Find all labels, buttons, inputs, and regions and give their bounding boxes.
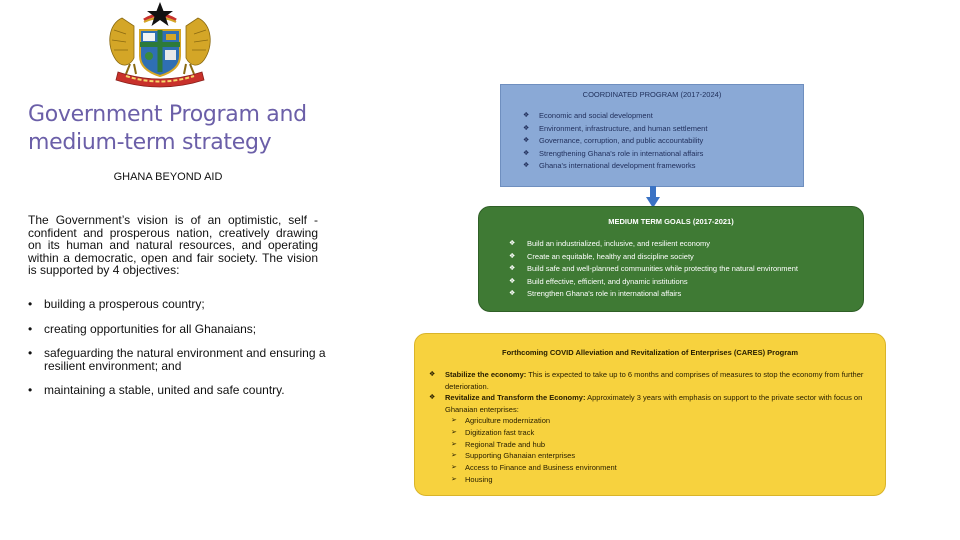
- bullet-icon: •: [28, 297, 33, 311]
- list-item: [429, 392, 881, 486]
- down-arrow-icon: [646, 186, 660, 208]
- cares-program-box: [414, 333, 886, 496]
- arrow-bullet-icon: ➢: [451, 440, 457, 448]
- revitalize-sub-list: [451, 415, 881, 486]
- bullet-icon: •: [28, 383, 33, 398]
- coordinated-program-box: [500, 84, 804, 187]
- objective-item: [28, 347, 328, 372]
- medium-term-goals-list: [509, 238, 863, 301]
- objective-text: safeguarding the natural environment and ensuring a resilient environment; and: [44, 346, 326, 373]
- objective-item: [28, 323, 328, 336]
- list-item-text: Ghana's international development frameworks: [539, 161, 696, 171]
- list-item: [523, 135, 803, 148]
- bullet-icon: •: [28, 321, 33, 336]
- list-item: [523, 148, 803, 161]
- sub-list-item-text: Access to Finance and Business environment: [465, 463, 617, 473]
- list-item: [509, 251, 863, 264]
- list-item-text: Economic and social development: [539, 111, 653, 120]
- list-item-text: Build an industrialized, inclusive, and resilient economy: [527, 239, 711, 248]
- list-item: [509, 238, 863, 251]
- sub-list-item: [451, 427, 881, 439]
- coordinated-program-list: [523, 110, 803, 173]
- sub-list-item-text: Housing: [465, 474, 493, 484]
- sub-list-item-text: Supporting Ghanaian enterprises: [465, 451, 576, 461]
- list-item: [509, 276, 863, 289]
- list-item-text: Governance, corruption, and public accountability: [539, 136, 704, 146]
- bullet-icon: •: [28, 346, 33, 361]
- page-title: Government Program and medium-term strategy: [28, 102, 307, 155]
- cares-program-title: Forthcoming COVID Alleviation and Revitalization of Enterprises (CARES) Program: [501, 348, 798, 357]
- list-item-text: Environment, infrastructure, and human settlement: [539, 123, 708, 133]
- stabilize-text: This is expected to take up to 6 months and comprises of measures to stop the economy from further deterioration.: [445, 370, 864, 391]
- diamond-bullet-icon: ❖: [509, 290, 516, 298]
- diamond-bullet-icon: ❖: [429, 371, 436, 378]
- list-item-text: Create an equitable, healthy and discipline society: [527, 251, 694, 261]
- diamond-bullet-icon: ❖: [509, 240, 516, 247]
- sub-list-item: [451, 462, 881, 474]
- diamond-bullet-icon: ❖: [523, 162, 530, 170]
- objective-text: maintaining a stable, united and safe country.: [44, 383, 285, 398]
- medium-term-goals-box: [478, 206, 864, 312]
- objective-item: [28, 298, 328, 311]
- diamond-bullet-icon: ❖: [429, 394, 436, 401]
- list-item: [523, 110, 803, 123]
- diamond-bullet-icon: ❖: [509, 277, 516, 285]
- cares-program-list: [429, 369, 881, 486]
- objectives-list: [28, 298, 328, 409]
- list-item: [509, 288, 863, 301]
- diamond-bullet-icon: ❖: [509, 265, 516, 273]
- coordinated-program-title: COORDINATED PROGRAM (2017-2024): [582, 90, 722, 99]
- revitalize-lead: Revitalize and Transform the Economy:: [445, 393, 586, 402]
- sub-list-item: [451, 474, 881, 486]
- list-item: [523, 160, 803, 173]
- list-item: [523, 123, 803, 136]
- arrow-bullet-icon: ➢: [451, 428, 457, 436]
- diamond-bullet-icon: ❖: [523, 112, 530, 119]
- list-item-text: Strengthening Ghana's role in international affairs: [539, 148, 704, 158]
- sub-list-item: [451, 450, 881, 462]
- arrow-bullet-icon: ➢: [451, 452, 457, 460]
- list-item-text: Strengthen Ghana's role in international affairs: [527, 289, 682, 299]
- arrow-bullet-icon: ➢: [451, 475, 457, 483]
- diamond-bullet-icon: ❖: [523, 149, 530, 157]
- list-item-text: Build safe and well-planned communities while protecting the natural environment: [527, 264, 798, 274]
- sub-list-item: [451, 415, 881, 427]
- list-item: [509, 263, 863, 276]
- arrow-bullet-icon: ➢: [451, 417, 457, 424]
- objective-item: [28, 384, 328, 397]
- diamond-bullet-icon: ❖: [509, 252, 516, 260]
- page-subtitle: GHANA BEYOND AID: [113, 171, 223, 183]
- sub-list-item-text: Regional Trade and hub: [465, 439, 546, 449]
- stabilize-lead: Stabilize the economy:: [445, 370, 527, 379]
- objective-text: creating opportunities for all Ghanaians;: [44, 321, 257, 336]
- sub-list-item-text: Agriculture modernization: [465, 416, 551, 425]
- diamond-bullet-icon: ❖: [523, 124, 530, 132]
- sub-list-item-text: Digitization fast track: [465, 427, 535, 437]
- objective-text: building a prosperous country;: [44, 297, 205, 311]
- intro-paragraph: The Government’s vision is of an optimistic, self -confident and prosperous nation, creatively drawing on its human and natural resources, and operating within a democratic, open and fair society. The vision is supported by 4 objectives:: [28, 213, 318, 278]
- revitalize-text: Approximately 3 years with emphasis on support to the private sector with focus on Ghanaian enterprises:: [445, 393, 863, 414]
- list-item-text: Build effective, efficient, and dynamic institutions: [527, 276, 688, 286]
- medium-term-goals-title: MEDIUM TERM GOALS (2017-2021): [608, 217, 734, 226]
- diamond-bullet-icon: ❖: [523, 137, 530, 145]
- coat-of-arms-icon: [100, 0, 220, 92]
- sub-list-item: [451, 439, 881, 451]
- arrow-bullet-icon: ➢: [451, 464, 457, 472]
- list-item: [429, 369, 881, 392]
